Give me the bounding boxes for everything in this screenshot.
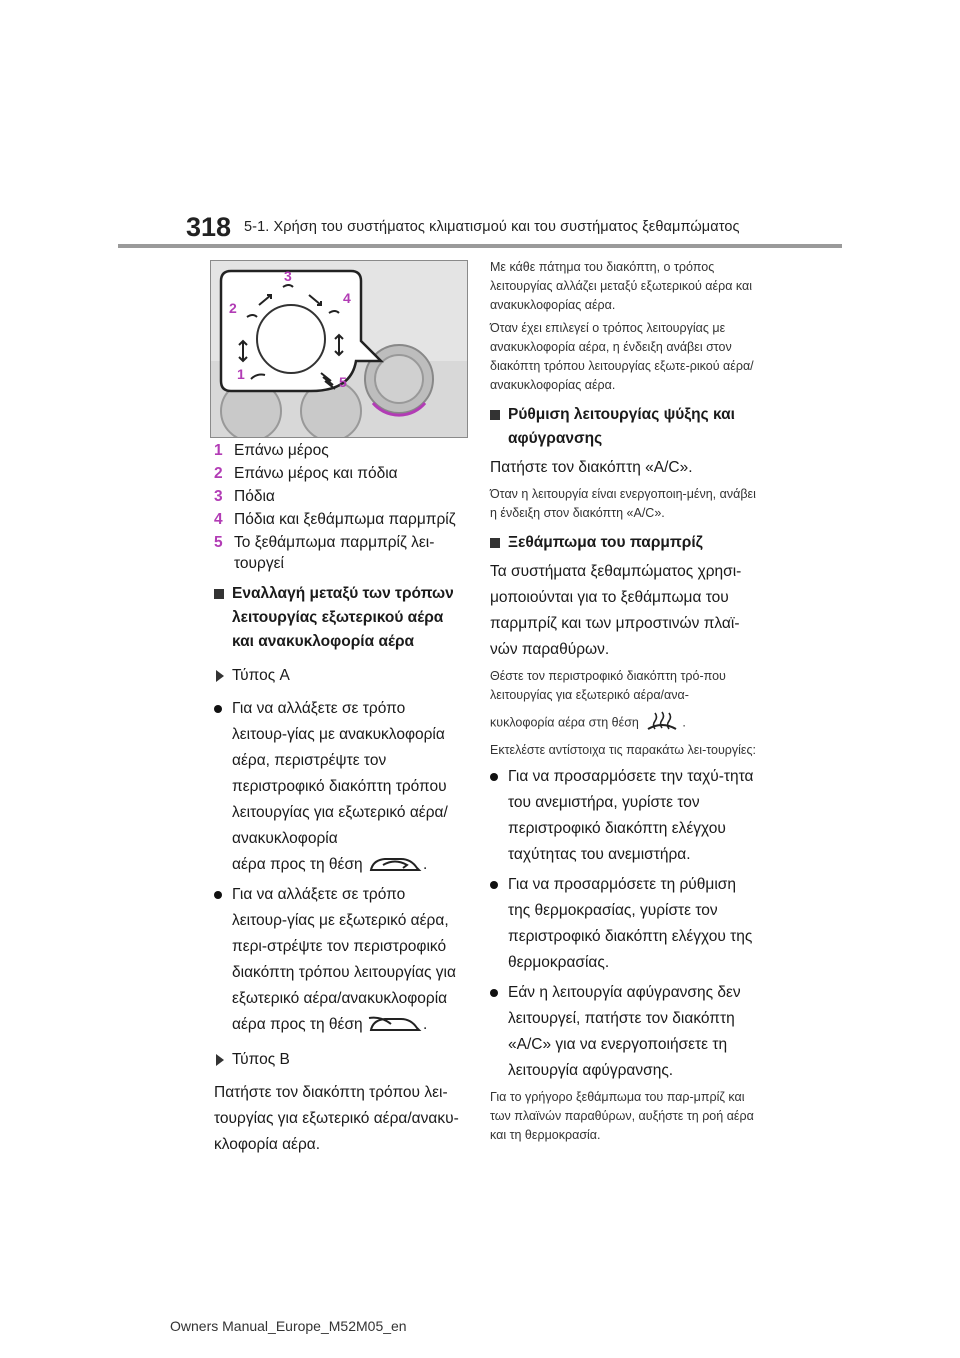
triangle-bullet-icon (216, 1054, 224, 1066)
callout-3: 3 (284, 268, 292, 284)
list-item: Για να αλλάξετε σε τρόπο λειτουρ-γίας με ανακυκλοφορία αέρα, περιστρέψτε τον περιστροφικό διακόπτη τρόπου λειτουργίας για εξωτερικό αέρα/ανακυκλοφορία αέρα προς τη θέση . (214, 696, 464, 878)
list-item: Εάν η λειτουργία αφύγρανσης δεν λειτουργεί, πατήστε τον διακόπτη «A/C» για να ενεργοποιήσετε τη λειτουργία αφύγρανσης. (490, 980, 760, 1084)
legend-number: 3 (214, 488, 223, 505)
legend-number: 2 (214, 465, 223, 482)
legend-text: Πόδια και ξεθάμπωμα παρμπρίζ (234, 511, 456, 528)
left-column (214, 440, 464, 1162)
list-item: Για να προσαρμόσετε την ταχύ-τητα του ανεμιστήρα, γυρίστε τον περιστροφικό διακόπτη ελέγχου ταχύτητας του ανεμιστήρα. (490, 764, 760, 868)
cooling-note: Όταν η λειτουργία είναι ενεργοποιη-μένη, ανάβει η ένδειξη στον διακόπτη «A/C». (490, 487, 756, 520)
page-number: 318 (186, 212, 232, 242)
legend-item (214, 440, 464, 461)
mode-dial-illustration (210, 260, 468, 438)
intro-text: Με κάθε πάτημα του διακόπτη, ο τρόπος λειτουργίας αλλάζει μεταξύ εξωτερικού αέρα και ανακυκλοφορίας αέρα. (490, 260, 752, 312)
type-b-text: Πατήστε τον διακόπτη τρόπου λει-τουργίας για εξωτερικό αέρα/ανακυ-κλοφορία αέρα. (214, 1084, 459, 1153)
final-note: Για το γρήγορο ξεθάμπωμα του παρ-μπρίζ και των πλαϊνών παραθύρων, αυξήστε τη ροή αέρα και τη θερμοκρασία. (490, 1090, 754, 1142)
subheading-type-b: Τύπος B (214, 1048, 464, 1072)
legend-item (214, 486, 464, 507)
outside-air-car-icon (367, 1014, 423, 1036)
intro-text-2: Όταν έχει επιλεγεί ο τρόπος λειτουργίας με ανακυκλοφορία αέρα, η ένδειξη ανάβει στον διακόπτη τρόπου λειτουργίας εξωτε-ρικού αέρα/ανακυκλοφορίας αέρα. (490, 321, 754, 392)
bullet-dot-icon (214, 705, 222, 713)
legend-text: Το ξεθάμπωμα παρμπρίζ λει-τουργεί (234, 534, 435, 572)
square-bullet-icon (490, 410, 500, 420)
legend-number: 1 (214, 442, 223, 459)
legend-number: 5 (214, 534, 223, 551)
legend-item (214, 509, 464, 530)
footer-text: Owners Manual_Europe_M52M05_en (170, 1318, 407, 1334)
section-heading-air: Εναλλαγή μεταξύ των τρόπων λειτουργίας εξωτερικού αέρα και ανακυκλοφορία αέρα (214, 582, 464, 654)
triangle-bullet-icon (216, 670, 224, 682)
mode-dial-drawing (211, 261, 467, 437)
callout-5: 5 (339, 374, 347, 390)
section-heading-cooling: Ρύθμιση λειτουργίας ψύξης και αφύγρανσης (490, 403, 760, 451)
list-item: Για να αλλάξετε σε τρόπο λειτουρ-γίας με εξωτερικό αέρα, περι-στρέψτε τον περιστροφικό διακόπτη τρόπου λειτουργίας για εξωτερικό αέρα/ανακυκλοφορία αέρα προς τη θέση . (214, 882, 464, 1038)
chapter-title: 5-1. Χρήση του συστήματος κλιματισμού και του συστήματος ξεθαμπώματος (244, 219, 740, 235)
section-heading-defrost: Ξεθάμπωμα του παρμπρίζ (490, 531, 760, 555)
defrost-note-1: Θέστε τον περιστροφικό διακόπτη τρό-που λειτουργίας για εξωτερικό αέρα/ανα- (490, 669, 726, 702)
square-bullet-icon (214, 589, 224, 599)
callout-1: 1 (237, 366, 245, 382)
square-bullet-icon (490, 538, 500, 548)
legend-text: Επάνω μέρος (234, 442, 329, 459)
callout-4: 4 (343, 290, 351, 306)
cooling-text: Πατήστε τον διακόπτη «A/C». (490, 459, 693, 476)
defrost-note-2: κυκλοφορία αέρα στη θέση . (490, 709, 760, 737)
legend-number: 4 (214, 511, 223, 528)
legend-item (214, 532, 464, 574)
header-divider (118, 244, 842, 248)
legend-item (214, 463, 464, 484)
legend-text: Επάνω μέρος και πόδια (234, 465, 398, 482)
bullet-dot-icon (490, 773, 498, 781)
legend-text: Πόδια (234, 488, 275, 505)
callout-2: 2 (229, 300, 237, 316)
subheading-type-a: Τύπος A (214, 664, 464, 688)
list-item: Για να προσαρμόσετε τη ρύθμιση της θερμοκρασίας, γυρίστε τον περιστροφικό διακόπτη ελέγχου της θερμοκρασίας. (490, 872, 760, 976)
recirculation-car-icon (367, 854, 423, 876)
defrost-note-3: Εκτελέστε αντίστοιχα τις παρακάτω λει-τουργίες: (490, 743, 756, 757)
bullet-dot-icon (490, 881, 498, 889)
defrost-text: Τα συστήματα ξεθαμπώματος χρησι-μοποιούνται για το ξεθάμπωμα του παρμπρίζ και των μπροστινών πλαϊ-νών παραθύρων. (490, 563, 742, 658)
windshield-defrost-icon (642, 709, 682, 737)
right-column (490, 254, 760, 1149)
bullet-dot-icon (490, 989, 498, 997)
bullet-dot-icon (214, 891, 222, 899)
